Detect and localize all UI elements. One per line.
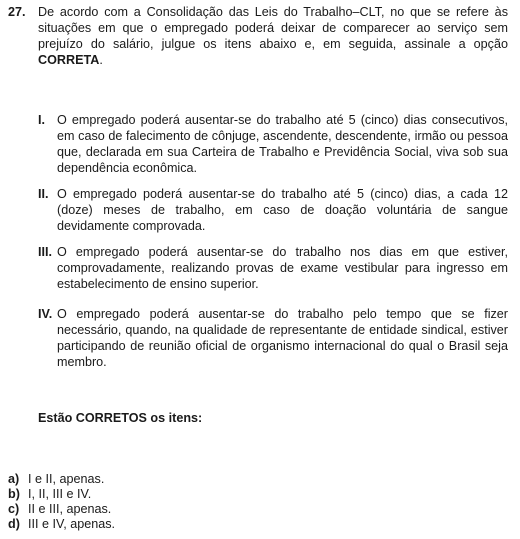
item-text: O empregado poderá ausentar-se do trabalho até 5 (cinco) dias consecutivos, em caso de falecimento de cônjuge, ascendente, descendente, irmão ou pessoa que, declarada em sua Carteira de Trabalho e Previdência Social, viva sob sua dependência econômica. xyxy=(57,113,508,175)
option-text: I, II, III e IV. xyxy=(28,487,92,501)
question-number: 27. xyxy=(8,5,26,19)
item-ii xyxy=(38,186,508,234)
option-text: II e III, apenas. xyxy=(28,502,112,516)
option-letter: b) xyxy=(8,487,20,501)
item-number: I. xyxy=(38,113,45,127)
item-iv xyxy=(38,306,508,370)
item-text: O empregado poderá ausentar-se do trabalho até 5 (cinco) dias, a cada 12 (doze) meses de trabalho, em caso de doação voluntária de sangue devidamente comprovada. xyxy=(57,187,508,233)
item-number: III. xyxy=(38,245,52,259)
stem-end: . xyxy=(99,53,103,67)
item-number: II. xyxy=(38,187,49,201)
item-i xyxy=(38,112,508,176)
option-letter: a) xyxy=(8,472,20,486)
stem-text: De acordo com a Consolidação das Leis do Trabalho–CLT, no que se refere às situações em que o empregado poderá deixar de comparecer ao serviço sem prejuízo do salário, julgue os itens abaixo e, em seguida, assinale a opção xyxy=(38,5,508,51)
option-c[interactable] xyxy=(8,502,115,517)
item-text: O empregado poderá ausentar-se do trabalho pelo tempo que se fizer necessário, quando, na qualidade de representante de entidade sindical, estiver participando de reunião oficial de organismo internacional do qual o Brasil seja membro. xyxy=(57,307,508,369)
option-a[interactable] xyxy=(8,472,115,487)
option-d[interactable] xyxy=(8,517,115,532)
option-text: III e IV, apenas. xyxy=(28,517,116,531)
option-letter: d) xyxy=(8,517,20,531)
stem-emphasis: CORRETA xyxy=(38,53,100,67)
question-stem xyxy=(38,4,508,68)
answer-prompt: Estão CORRETOS os itens: xyxy=(38,411,203,425)
item-number: IV. xyxy=(38,307,53,321)
item-iii xyxy=(38,244,508,292)
option-letter: c) xyxy=(8,502,20,516)
option-text: I e II, apenas. xyxy=(28,472,105,486)
option-b[interactable] xyxy=(8,487,115,502)
answer-options xyxy=(8,472,115,532)
item-text: O empregado poderá ausentar-se do trabalho nos dias em que estiver, comprovadamente, realizando provas de exame vestibular para ingresso em estabelecimento de ensino superior. xyxy=(57,245,508,291)
